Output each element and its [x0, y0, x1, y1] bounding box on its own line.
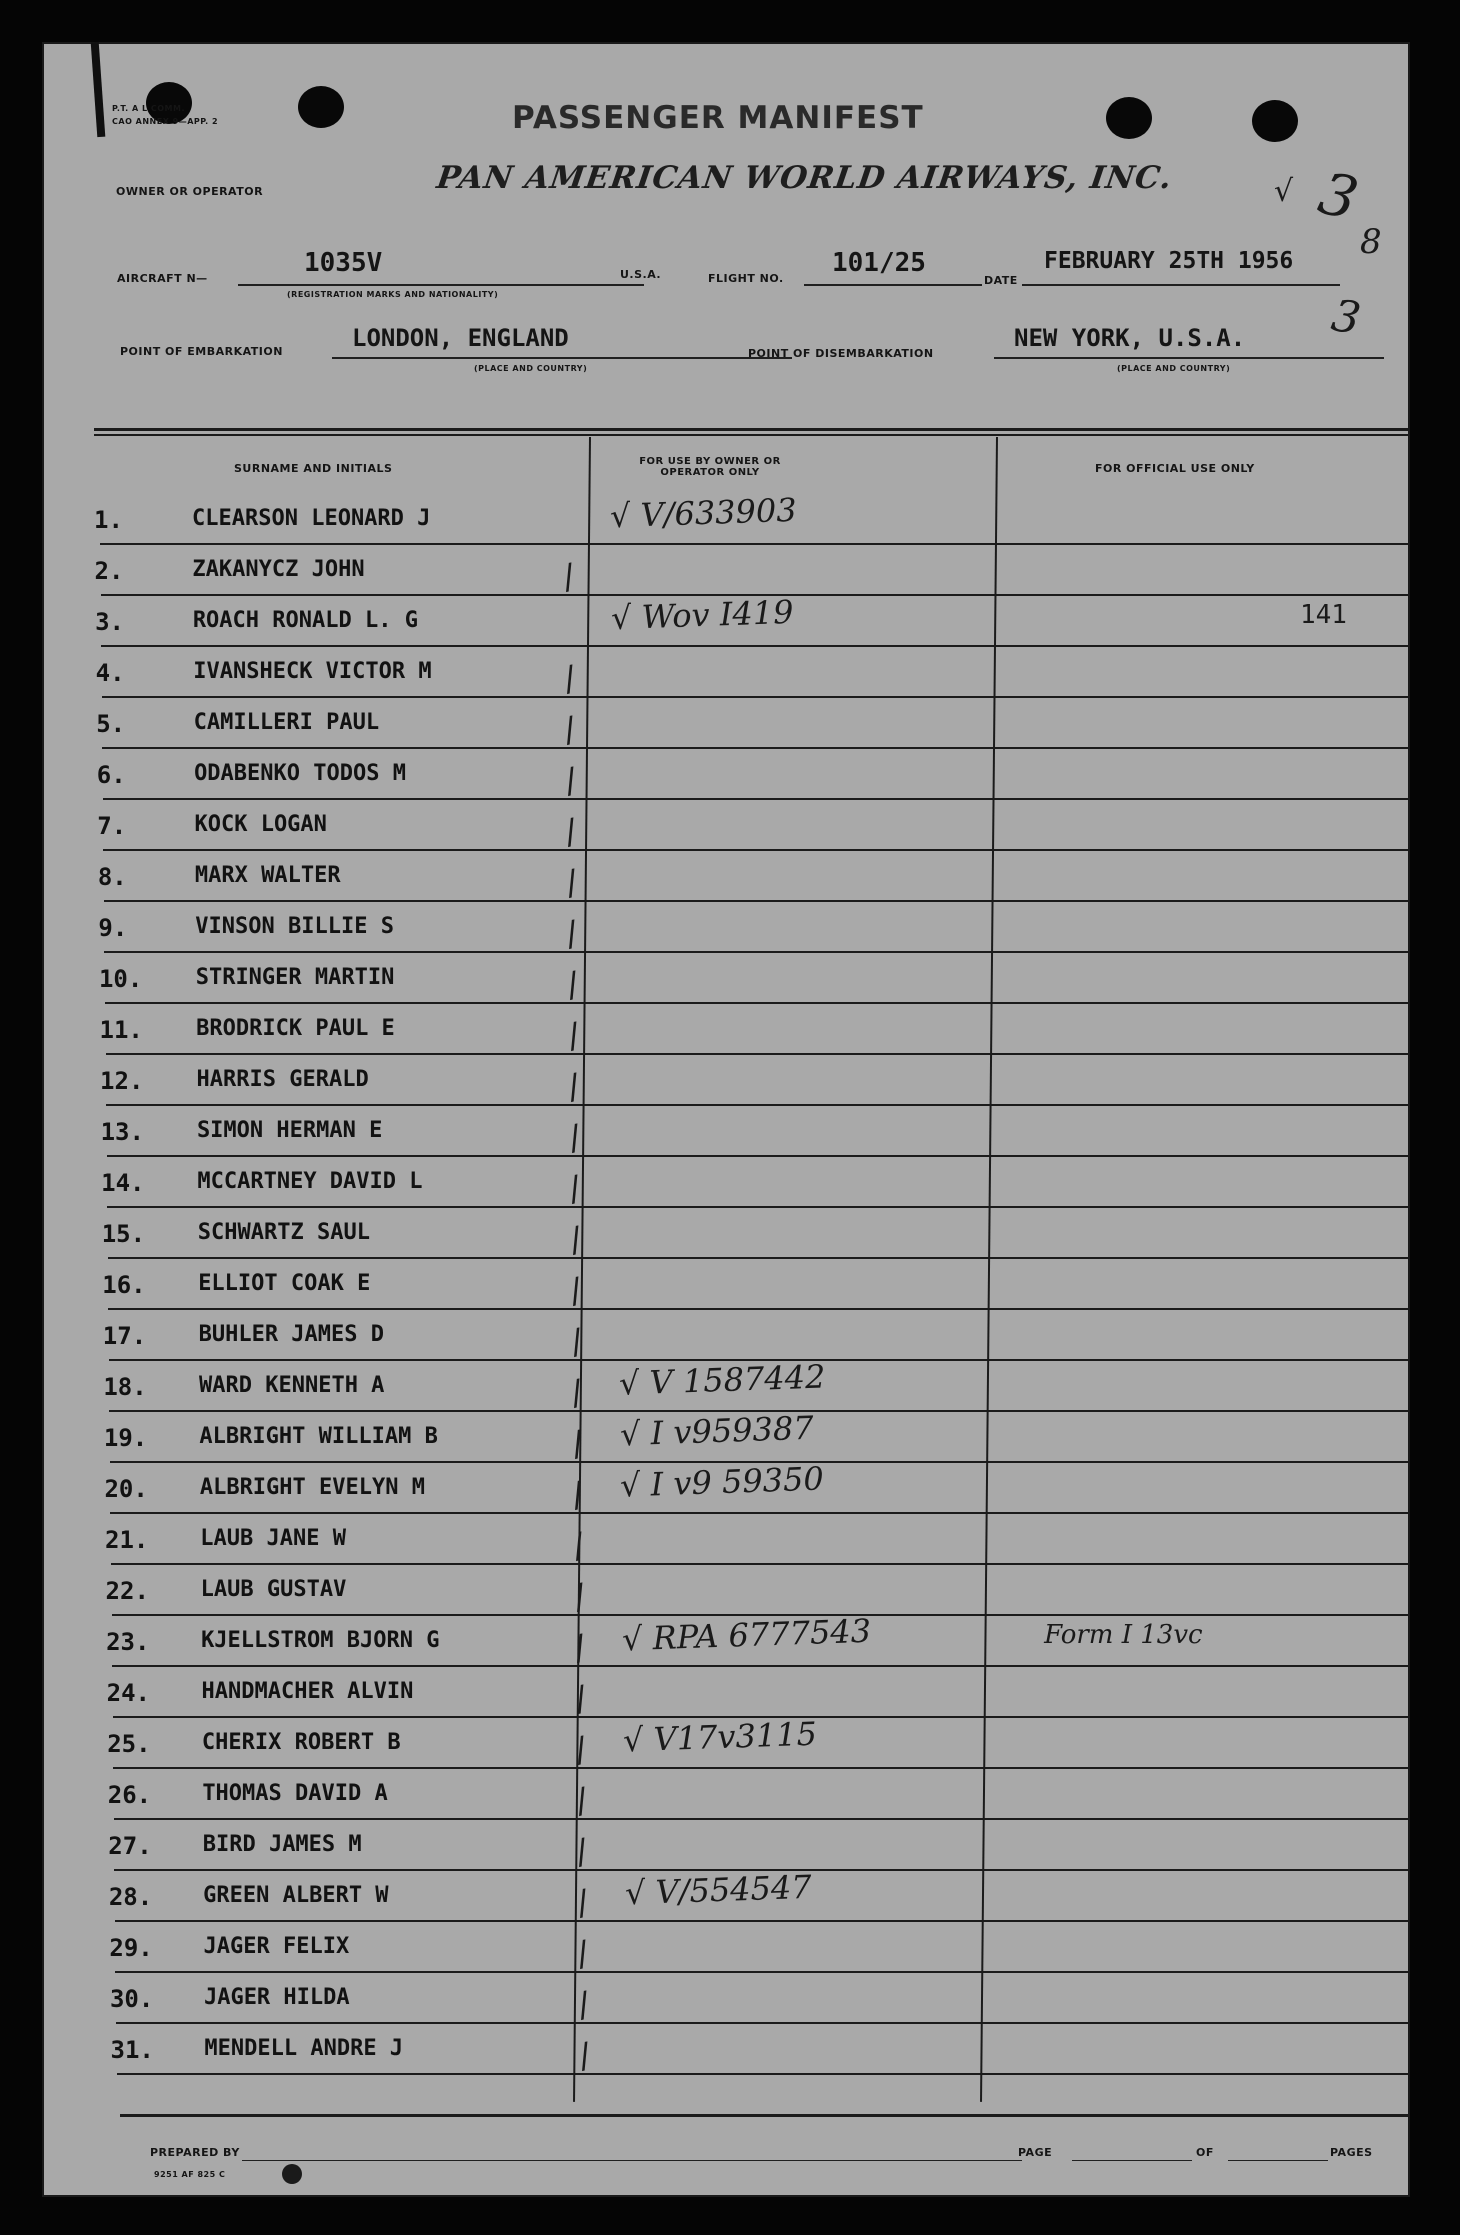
owner-use-entry: √ I v959387 [619, 1408, 815, 1454]
fraction-mark: 3 [1327, 289, 1365, 346]
owner-use-entry: √ V/633903 [609, 490, 798, 536]
passenger-name: ELLIOT COAK E [198, 1271, 371, 1296]
passenger-name: CLEARSON LEONARD J [192, 506, 431, 531]
row-number: 15. [101, 1220, 146, 1248]
punch-hole [1106, 97, 1152, 139]
disembarkation-place: NEW YORK, U.S.A. [1014, 324, 1246, 352]
table-bottom-rule [120, 2114, 1410, 2117]
flight-date: FEBRUARY 25TH 1956 [1044, 248, 1294, 274]
owner-use-entry: √ V 1587442 [618, 1357, 827, 1403]
table-top-rule-2 [94, 434, 1410, 436]
row-number: 22. [105, 1577, 149, 1605]
row-rule [103, 849, 1410, 851]
row-rule [113, 1767, 1410, 1769]
column-header-owner: FOR USE BY OWNER OR OPERATOR ONLY [639, 456, 781, 478]
passenger-name: BIRD JAMES M [202, 1832, 362, 1857]
passenger-name: JAGER FELIX [203, 1934, 350, 1959]
row-number: 19. [103, 1424, 148, 1452]
row-rule [110, 1512, 1410, 1514]
row-number: 26. [107, 1781, 152, 1809]
row-rule [115, 1971, 1410, 1973]
official-use-entry: Form I 13vc [1044, 1620, 1203, 1650]
page-label: PAGE [1018, 2146, 1053, 2159]
aircraft-label: AIRCRAFT N— [117, 272, 208, 285]
check-slash-icon: / [566, 1321, 587, 1363]
row-number: 11. [99, 1016, 143, 1044]
passenger-name: MENDELL ANDRE J [204, 2036, 404, 2061]
aircraft-underline [238, 284, 644, 286]
row-rule [106, 1104, 1410, 1106]
check-slash-icon: / [562, 964, 583, 1006]
paper-tear [91, 42, 106, 137]
check-slash-icon: / [560, 760, 581, 802]
row-number: 27. [108, 1832, 152, 1860]
owner-use-entry: √ V17v3115 [622, 1714, 818, 1760]
row-number: 21. [105, 1526, 149, 1554]
row-number: 14. [101, 1169, 145, 1197]
disembarkation-underline [994, 357, 1384, 359]
column-header-surname: SURNAME AND INITIALS [234, 462, 393, 475]
flight-underline [804, 284, 982, 286]
owner-airline-name: PAN AMERICAN WORLD AIRWAYS, INC. [434, 160, 1175, 196]
row-number: 7. [97, 812, 127, 840]
row-number: 5. [96, 710, 126, 738]
row-rule [117, 2073, 1411, 2075]
row-rule [107, 1155, 1410, 1157]
disembarkation-label: POINT OF DISEMBARKATION [748, 347, 934, 360]
passenger-name: SCHWARTZ SAUL [197, 1220, 370, 1245]
column-divider-2 [980, 437, 998, 2102]
passenger-name: STRINGER MARTIN [195, 965, 395, 990]
corner-stamp-line-1: P.T. A L COMM. [112, 104, 185, 113]
row-rule [102, 747, 1410, 749]
check-slash-icon: / [571, 1729, 591, 1771]
passenger-name: BUHLER JAMES D [198, 1322, 385, 1347]
pages-label: PAGES [1330, 2146, 1373, 2159]
passenger-name: CAMILLERI PAUL [193, 710, 380, 735]
row-rule [111, 1563, 1410, 1565]
row-rule [105, 1002, 1410, 1004]
row-rule [108, 1308, 1410, 1310]
row-rule [112, 1665, 1410, 1667]
check-slash-icon: / [573, 1933, 593, 1975]
row-rule [102, 696, 1410, 698]
of-underline [1228, 2160, 1328, 2161]
embarkation-place: LONDON, ENGLAND [352, 324, 569, 352]
passenger-name: CHERIX ROBERT B [201, 1730, 401, 1755]
row-number: 20. [104, 1475, 148, 1503]
table-top-rule [94, 428, 1410, 431]
official-use-entry: 141 [1300, 600, 1347, 630]
passenger-name: THOMAS DAVID A [202, 1781, 388, 1806]
check-slash-icon: / [567, 1423, 588, 1465]
owner-use-entry: √ I v9 59350 [619, 1459, 825, 1505]
row-rule [104, 951, 1410, 953]
row-rule [106, 1053, 1411, 1055]
row-number: 1. [94, 506, 123, 534]
passenger-name: VINSON BILLIE S [195, 914, 394, 939]
aircraft-note: (REGISTRATION MARKS AND NATIONALITY) [287, 290, 499, 299]
check-slash-icon: / [568, 1474, 588, 1516]
check-slash-icon: / [574, 2035, 595, 2077]
check-slash-icon: / [565, 1219, 586, 1261]
row-number: 30. [109, 1985, 154, 2013]
aircraft-registration: 1035V [304, 248, 383, 278]
passenger-name: KOCK LOGAN [194, 812, 327, 837]
embarkation-underline [332, 357, 792, 359]
row-number: 29. [109, 1934, 153, 1962]
row-number: 24. [106, 1679, 150, 1707]
passenger-name: IVANSHECK VICTOR M [193, 659, 432, 684]
row-number: 4. [95, 659, 125, 687]
check-slash-icon: / [562, 913, 582, 955]
page-mark: 3 [1312, 158, 1365, 234]
row-rule [116, 2022, 1410, 2024]
check-slash-icon: / [569, 1576, 590, 1618]
page-title: PASSENGER MANIFEST [512, 100, 924, 136]
row-number: 17. [102, 1322, 147, 1350]
row-number: 13. [100, 1118, 144, 1146]
passenger-name: SIMON HERMAN E [196, 1118, 383, 1143]
date-label: DATE [984, 274, 1018, 287]
prepared-by-underline [242, 2160, 1022, 2161]
passenger-name: HANDMACHER ALVIN [201, 1679, 414, 1704]
row-rule [114, 1818, 1410, 1820]
union-label-icon [282, 2164, 302, 2184]
check-slash-icon: / [561, 862, 582, 904]
flight-number: 101/25 [832, 248, 926, 278]
check-slash-icon: / [566, 1270, 586, 1312]
check-slash-icon: / [573, 1984, 594, 2026]
check-slash-icon: / [572, 1831, 592, 1873]
row-number: 23. [106, 1628, 150, 1656]
row-rule [101, 645, 1410, 647]
passenger-name: ROACH RONALD L. G [192, 608, 418, 633]
row-number: 6. [96, 761, 126, 789]
check-slash-icon: / [558, 556, 579, 598]
row-rule [100, 543, 1410, 545]
embarkation-note: (PLACE AND COUNTRY) [474, 364, 588, 373]
row-number: 31. [110, 2036, 154, 2064]
owner-use-entry: √ RPA 6777543 [621, 1611, 872, 1659]
row-number: 12. [100, 1067, 144, 1095]
passenger-name: MARX WALTER [194, 863, 341, 888]
passenger-name: LAUB GUSTAV [200, 1577, 347, 1602]
check-slash-icon: / [570, 1678, 591, 1720]
row-rule [103, 798, 1410, 800]
check-slash-icon: / [564, 1066, 584, 1108]
check-mark: √ [1274, 174, 1294, 209]
check-slash-icon: / [559, 658, 580, 700]
check-slash-icon: / [568, 1525, 589, 1567]
row-rule [115, 1920, 1410, 1922]
row-number: 25. [107, 1730, 151, 1758]
row-rule [107, 1206, 1410, 1208]
check-slash-icon: / [561, 811, 581, 853]
check-slash-icon: / [564, 1117, 585, 1159]
check-slash-icon: / [560, 709, 580, 751]
passenger-name: ODABENKO TODOS M [194, 761, 406, 786]
check-slash-icon: / [567, 1372, 587, 1414]
flight-label: FLIGHT NO. [708, 272, 784, 285]
row-number: 9. [98, 914, 128, 942]
owner-use-entry: √ Wov I419 [610, 592, 795, 638]
owner-label: OWNER OR OPERATOR [116, 185, 264, 198]
row-number: 2. [94, 557, 124, 585]
check-slash-icon: / [570, 1627, 590, 1669]
check-slash-icon: / [563, 1015, 584, 1057]
check-slash-icon: / [571, 1780, 592, 1822]
check-slash-icon: / [572, 1882, 593, 1924]
punch-hole [1252, 100, 1298, 142]
row-rule [104, 900, 1410, 902]
of-label: OF [1196, 2146, 1214, 2159]
manifest-sheet [42, 42, 1410, 2197]
page-underline [1072, 2160, 1192, 2161]
disembarkation-note: (PLACE AND COUNTRY) [1117, 364, 1231, 373]
date-underline [1022, 284, 1340, 286]
passenger-name: MCCARTNEY DAVID L [197, 1169, 423, 1194]
passenger-name: JAGER HILDA [203, 1985, 350, 2010]
row-rule [108, 1257, 1410, 1259]
passenger-name: BRODRICK PAUL E [196, 1016, 395, 1041]
punch-hole [298, 86, 344, 128]
column-header-official: FOR OFFICIAL USE ONLY [1095, 462, 1255, 475]
form-code: 9251 AF 825 C [154, 2170, 226, 2179]
passenger-name: ZAKANYCZ JOHN [192, 557, 365, 582]
row-number: 8. [97, 863, 127, 891]
prepared-by-label: PREPARED BY [150, 2146, 240, 2159]
country-label: U.S.A. [620, 268, 662, 281]
row-number: 16. [102, 1271, 146, 1299]
passenger-name: LAUB JANE W [200, 1526, 346, 1551]
row-number: 18. [103, 1373, 147, 1401]
check-slash-icon: / [565, 1168, 585, 1210]
passenger-name: ALBRIGHT EVELYN M [199, 1475, 425, 1500]
corner-stamp-line-2: CAO ANNEX 9—APP. 2 [112, 117, 219, 126]
row-number: 10. [98, 965, 143, 993]
date-mark: 8 [1360, 222, 1382, 262]
passenger-name: HARRIS GERALD [196, 1067, 369, 1092]
passenger-name: WARD KENNETH A [199, 1373, 385, 1398]
passenger-name: GREEN ALBERT W [203, 1883, 389, 1908]
embarkation-label: POINT OF EMBARKATION [120, 345, 283, 358]
passenger-name: ALBRIGHT WILLIAM B [199, 1424, 438, 1449]
row-number: 28. [108, 1883, 153, 1911]
row-number: 3. [95, 608, 124, 636]
passenger-name: KJELLSTROM BJORN G [201, 1628, 440, 1653]
owner-use-entry: √ V/554547 [624, 1867, 813, 1913]
